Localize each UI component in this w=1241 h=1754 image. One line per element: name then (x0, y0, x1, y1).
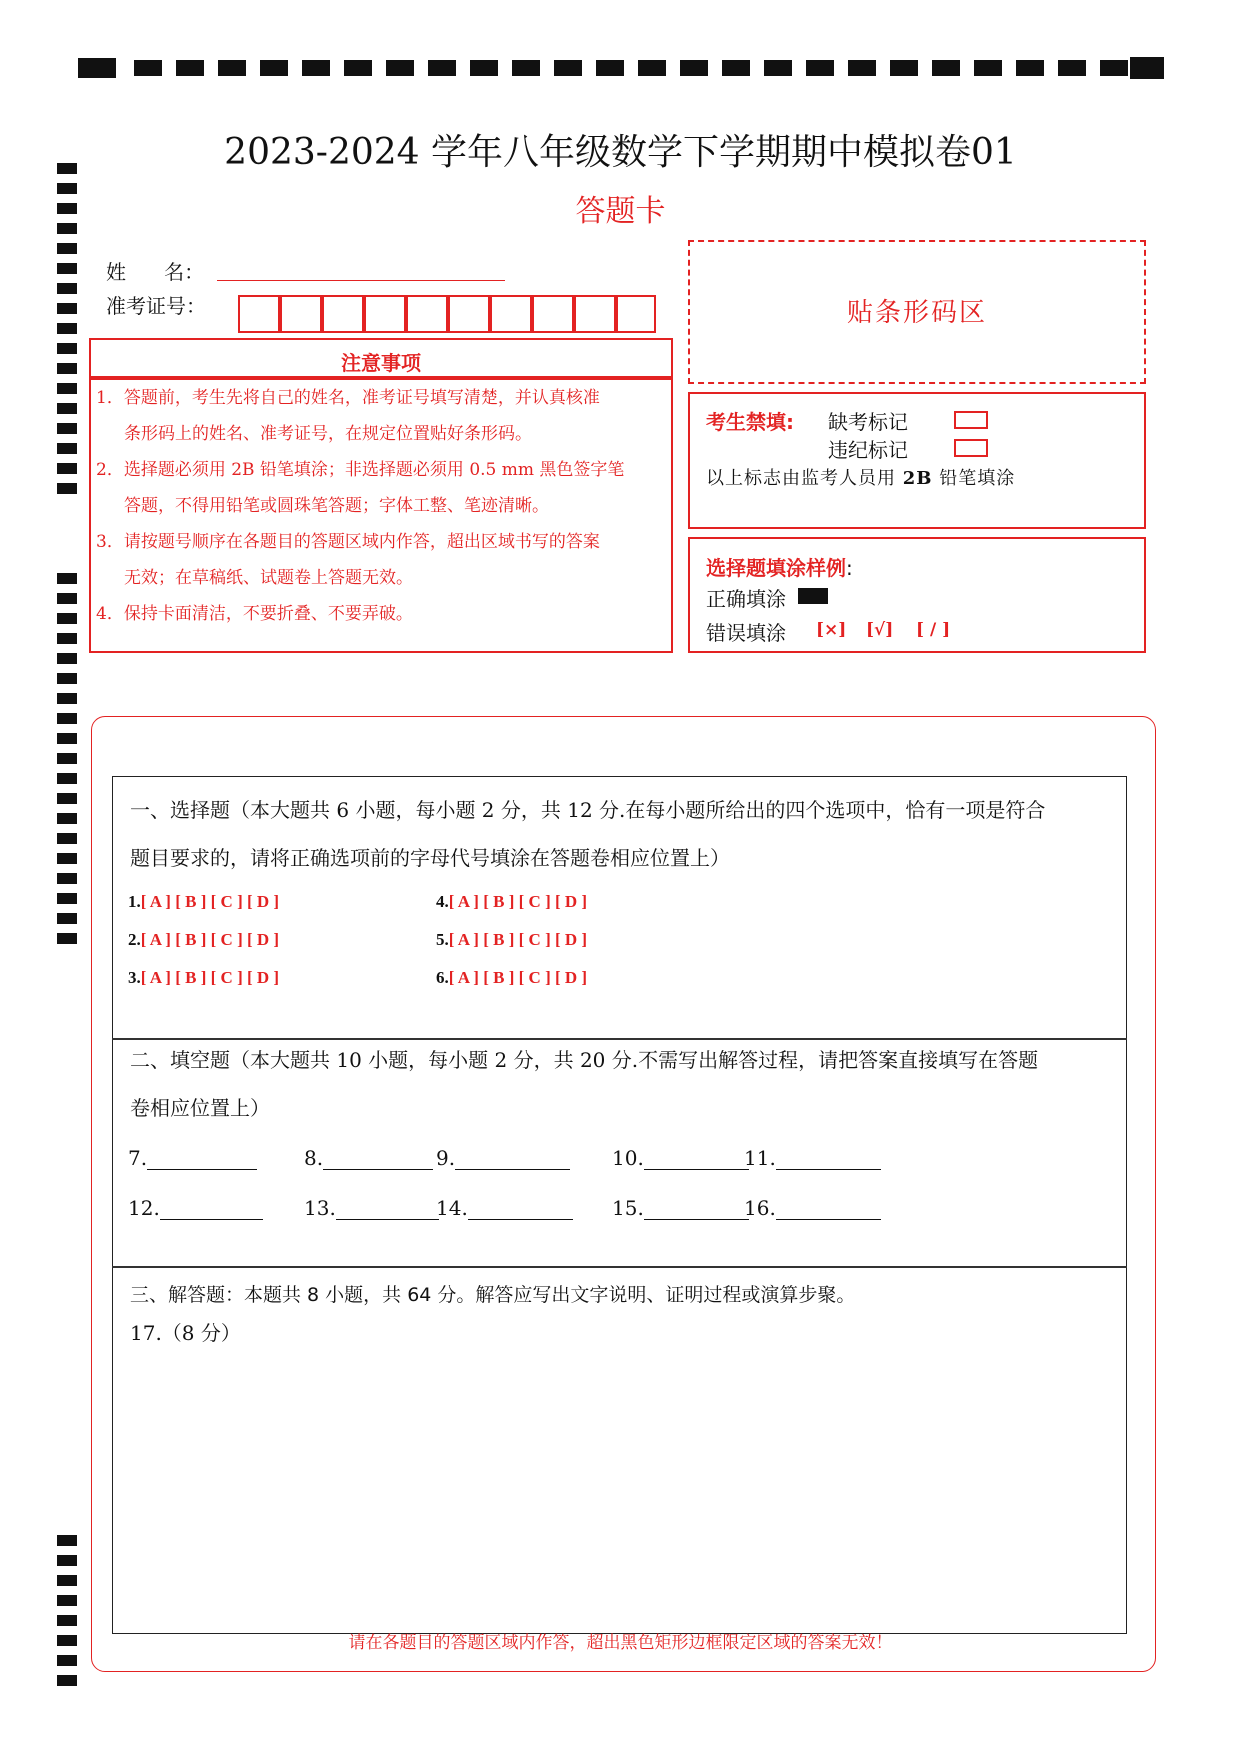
absent-mark-box[interactable] (954, 411, 988, 429)
timing-mark (57, 303, 77, 314)
timing-mark (57, 673, 77, 684)
timing-mark (470, 60, 498, 76)
timing-mark (57, 933, 77, 944)
absent-label: 缺考标记 (828, 410, 908, 434)
notice-item: 条形码上的姓名、准考证号，在规定位置贴好条形码。 (124, 424, 532, 444)
timing-mark (57, 463, 77, 474)
timing-mark (57, 873, 77, 884)
timing-mark (57, 1535, 77, 1546)
id-digit-box[interactable] (364, 295, 406, 333)
id-digit-box[interactable] (406, 295, 448, 333)
timing-mark (848, 60, 876, 76)
id-digit-box[interactable] (490, 295, 532, 333)
timing-mark (57, 833, 77, 844)
choice-row[interactable]: 6.[ A ] [ B ] [ C ] [ D ] (436, 968, 588, 987)
violation-mark-box[interactable] (954, 439, 988, 457)
blank-12[interactable]: 12. (128, 1196, 263, 1220)
timing-mark (680, 60, 708, 76)
timing-mark (386, 60, 414, 76)
timing-mark (57, 893, 77, 904)
timing-mark (57, 713, 77, 724)
choice-row[interactable]: 3.[ A ] [ B ] [ C ] [ D ] (128, 968, 280, 987)
timing-mark (57, 813, 77, 824)
id-digit-box[interactable] (532, 295, 574, 333)
notice-item: 3．请按题号顺序在各题目的答题区域内作答，超出区域书写的答案 (96, 532, 600, 552)
timing-mark (596, 60, 624, 76)
timing-mark (57, 1555, 77, 1566)
name-field[interactable] (217, 280, 505, 281)
section2-heading: 二、填空题（本大题共 10 小题，每小题 2 分，共 20 分.不需写出解答过程，请把答案直接填写在答题 (130, 1048, 1039, 1072)
timing-mark (57, 343, 77, 354)
timing-mark (428, 60, 456, 76)
blank-16[interactable]: 16. (744, 1196, 881, 1220)
timing-mark (57, 913, 77, 924)
timing-mark (57, 403, 77, 414)
choice-row[interactable]: 4.[ A ] [ B ] [ C ] [ D ] (436, 892, 588, 911)
timing-mark (1130, 57, 1164, 79)
violation-label: 违纪标记 (828, 438, 908, 462)
proctor-box (688, 392, 1146, 529)
timing-mark (57, 613, 77, 624)
choice-row[interactable]: 1.[ A ] [ B ] [ C ] [ D ] (128, 892, 280, 911)
timing-mark (260, 60, 288, 76)
notice-title: 注意事项 (341, 351, 421, 375)
footer-warning: 请在各题目的答题区域内作答，超出黑色矩形边框限定区域的答案无效！ (348, 1633, 893, 1653)
timing-mark (890, 60, 918, 76)
section3-heading: 三、解答题：本题共 8 小题，共 64 分。解答应写出文字说明、证明过程或演算步聚。 (130, 1284, 856, 1306)
barcode-label: 贴条形码区 (846, 298, 987, 328)
barcode-area (688, 240, 1146, 384)
id-digit-box[interactable] (448, 295, 490, 333)
correct-fill-label: 正确填涂 (706, 587, 786, 611)
notice-item: 答题，不得用铅笔或圆珠笔答题；字体工整、笔迹清晰。 (124, 496, 549, 516)
timing-mark (218, 60, 246, 76)
blank-10[interactable]: 10. (612, 1146, 749, 1170)
timing-mark (57, 653, 77, 664)
timing-mark (57, 773, 77, 784)
timing-mark (57, 483, 77, 494)
wrong-fill-label: 错误填涂 (706, 621, 786, 645)
timing-mark (1016, 60, 1044, 76)
blank-15[interactable]: 15. (612, 1196, 749, 1220)
timing-mark (78, 58, 116, 78)
timing-mark (638, 60, 666, 76)
correct-fill-swatch (798, 588, 828, 604)
notice-item: 1．答题前，考生先将自己的姓名，准考证号填写清楚，并认真核准 (96, 388, 600, 408)
section2-heading-cont: 卷相应位置上） (130, 1096, 270, 1120)
page-title: 2023-2024 学年八年级数学下学期期中模拟卷01 (224, 132, 1017, 173)
id-digit-box[interactable] (616, 295, 656, 333)
timing-mark (176, 60, 204, 76)
blank-7[interactable]: 7. (128, 1146, 257, 1170)
timing-mark (722, 60, 750, 76)
timing-mark (57, 693, 77, 704)
question-17-answer-area[interactable] (130, 1360, 1110, 1620)
timing-mark (57, 443, 77, 454)
timing-mark (554, 60, 582, 76)
timing-mark (57, 753, 77, 764)
timing-mark (57, 1675, 77, 1686)
notice-item: 2．选择题必须用 2B 铅笔填涂；非选择题必须用 0.5 mm 黑色签字笔 (96, 460, 625, 480)
timing-mark (344, 60, 372, 76)
timing-mark (512, 60, 540, 76)
section-divider (112, 1266, 1127, 1268)
timing-mark (932, 60, 960, 76)
fill-sample-box (688, 537, 1146, 653)
notice-item: 4．保持卡面清洁，不要折叠、不要弄破。 (96, 604, 413, 624)
blank-13[interactable]: 13. (304, 1196, 439, 1220)
timing-mark (57, 1595, 77, 1606)
blank-14[interactable]: 14. (436, 1196, 573, 1220)
id-digit-box[interactable] (322, 295, 364, 333)
timing-mark (57, 593, 77, 604)
timing-mark (57, 243, 77, 254)
timing-mark (134, 60, 162, 76)
timing-mark (302, 60, 330, 76)
timing-mark (57, 1615, 77, 1626)
timing-mark (57, 1655, 77, 1666)
timing-mark (57, 383, 77, 394)
timing-mark (57, 1575, 77, 1586)
name-label: 姓 名： (106, 260, 205, 284)
blank-11[interactable]: 11. (744, 1146, 881, 1170)
wrong-mark: [×] (816, 620, 847, 640)
timing-mark (57, 793, 77, 804)
timing-mark (57, 733, 77, 744)
id-digit-box[interactable] (574, 295, 616, 333)
section1-heading-cont: 题目要求的，请将正确选项前的字母代号填涂在答题卷相应位置上） (130, 846, 730, 870)
timing-mark (1100, 60, 1128, 76)
id-digit-box[interactable] (280, 295, 322, 333)
blank-8[interactable]: 8. (304, 1146, 433, 1170)
timing-mark (974, 60, 1002, 76)
timing-mark (57, 283, 77, 294)
timing-mark (57, 423, 77, 434)
notice-title-box (89, 338, 673, 378)
fill-sample-title: 选择题填涂样例: (706, 556, 853, 580)
proctor-note: 以上标志由监考人员用 2B 铅笔填涂 (706, 468, 1016, 489)
timing-mark (764, 60, 792, 76)
id-digit-box[interactable] (238, 295, 280, 333)
timing-mark (57, 633, 77, 644)
proctor-title: 考生禁填: (706, 410, 794, 434)
timing-mark (806, 60, 834, 76)
timing-mark (57, 853, 77, 864)
section1-heading: 一、选择题（本大题共 6 小题，每小题 2 分，共 12 分.在每小题所给出的四个选项中，恰有一项是符合 (130, 798, 1046, 822)
timing-mark (57, 263, 77, 274)
wrong-mark: [√] (866, 620, 894, 640)
timing-mark (57, 363, 77, 374)
id-label: 准考证号： (106, 294, 206, 318)
notice-item: 无效；在草稿纸、试题卷上答题无效。 (124, 568, 413, 588)
choice-row[interactable]: 5.[ A ] [ B ] [ C ] [ D ] (436, 930, 588, 949)
blank-9[interactable]: 9. (436, 1146, 570, 1170)
timing-mark (57, 323, 77, 334)
wrong-mark: [ / ] (916, 620, 951, 640)
timing-mark (57, 573, 77, 584)
question-17-label: 17.（8 分） (130, 1321, 241, 1345)
page-subtitle: 答题卡 (575, 194, 666, 229)
choice-row[interactable]: 2.[ A ] [ B ] [ C ] [ D ] (128, 930, 280, 949)
timing-mark (1058, 60, 1086, 76)
